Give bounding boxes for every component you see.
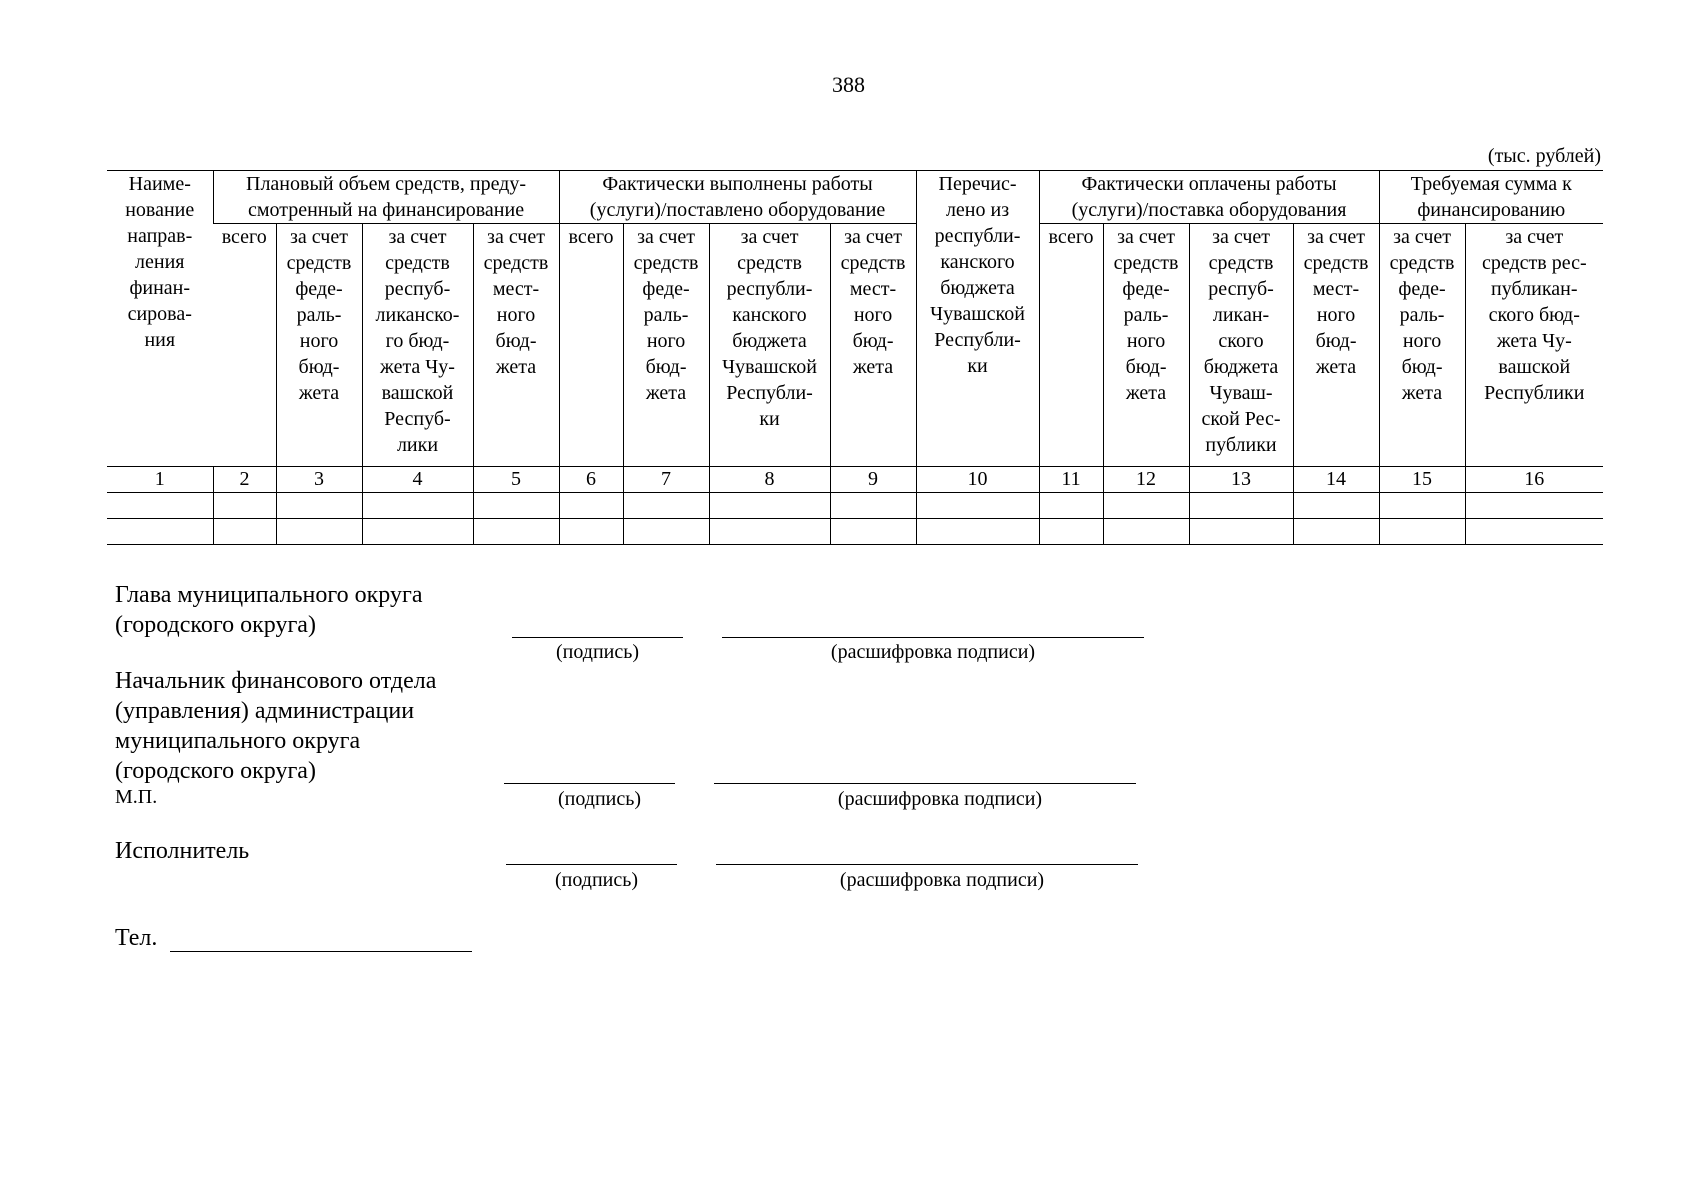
header-paid-republic: за счет средств респуб- ликан- ского бюджета Чуваш- ской Рес- публики	[1189, 224, 1293, 467]
signature-caption: (подпись)	[557, 788, 642, 810]
empty-cell[interactable]	[1103, 519, 1189, 545]
empty-cell[interactable]	[473, 519, 559, 545]
empty-cell[interactable]	[276, 519, 362, 545]
empty-cell[interactable]	[1189, 519, 1293, 545]
finance-signature-line[interactable]	[504, 783, 675, 784]
header-planned-volume: Плановый объем средств, преду- смотренный на финансирование	[213, 171, 559, 224]
header-planned-republic: за счет средств респуб- ликанско- го бюд- жета Чу- вашской Респуб- лики	[362, 224, 473, 467]
empty-cell[interactable]	[1293, 519, 1379, 545]
header-required-republic: за счет средств рес- публикан- ского бюд- жета Чу- вашской Республики	[1465, 224, 1603, 467]
column-number: 10	[916, 467, 1039, 493]
decode-caption: (расшифровка подписи)	[830, 641, 1036, 663]
header-performed-federal: за счет средств феде- раль- ного бюд- жета	[623, 224, 709, 467]
empty-cell[interactable]	[107, 519, 213, 545]
empty-cell[interactable]	[276, 493, 362, 519]
column-number: 15	[1379, 467, 1465, 493]
signature-caption: (подпись)	[554, 869, 639, 891]
header-direction-name: Наиме- нование направ- ления финан- сирова- ния	[107, 171, 213, 467]
signature-caption: (подпись)	[555, 641, 640, 663]
column-number: 9	[830, 467, 916, 493]
column-number: 2	[213, 467, 276, 493]
empty-cell[interactable]	[1293, 493, 1379, 519]
empty-cell[interactable]	[1189, 493, 1293, 519]
financing-table	[107, 170, 1603, 545]
column-number: 5	[473, 467, 559, 493]
finance-decode-line[interactable]	[714, 783, 1136, 784]
empty-cell[interactable]	[213, 519, 276, 545]
header-works-paid: Фактически оплачены работы (услуги)/поставка оборудования	[1039, 171, 1379, 224]
header-performed-republic: за счет средств республи- канского бюджета Чувашской Республи- ки	[709, 224, 830, 467]
empty-cell[interactable]	[1103, 493, 1189, 519]
empty-cell[interactable]	[916, 519, 1039, 545]
column-number: 4	[362, 467, 473, 493]
units-label: (тыс. рублей)	[1487, 145, 1601, 167]
decode-caption: (расшифровка подписи)	[839, 869, 1045, 891]
empty-cell[interactable]	[1465, 519, 1603, 545]
column-number: 12	[1103, 467, 1189, 493]
empty-cell[interactable]	[1379, 519, 1465, 545]
table-row	[107, 519, 1603, 545]
header-planned-local: за счет средств мест- ного бюд- жета	[473, 224, 559, 467]
empty-cell[interactable]	[213, 493, 276, 519]
seal-place-label: М.П.	[115, 786, 158, 808]
phone-label: Тел.	[115, 925, 158, 951]
header-required-amount: Требуемая сумма к финансированию	[1379, 171, 1603, 224]
column-number: 13	[1189, 467, 1293, 493]
head-of-district-label: Глава муниципального округа (городского округа)	[115, 582, 423, 638]
header-paid-total: всего	[1039, 224, 1103, 467]
executor-label: Исполнитель	[115, 838, 250, 864]
empty-cell[interactable]	[830, 519, 916, 545]
column-number: 8	[709, 467, 830, 493]
empty-cell[interactable]	[107, 493, 213, 519]
empty-cell[interactable]	[559, 493, 623, 519]
page-number: 388	[832, 72, 865, 97]
column-number: 16	[1465, 467, 1603, 493]
column-numbers-row	[107, 467, 1603, 493]
empty-cell[interactable]	[916, 493, 1039, 519]
column-number: 6	[559, 467, 623, 493]
empty-cell[interactable]	[362, 519, 473, 545]
empty-cell[interactable]	[362, 493, 473, 519]
header-performed-total: всего	[559, 224, 623, 467]
finance-head-label: Начальник финансового отдела (управления) администрации муниципального округа (городского округа)	[115, 668, 437, 784]
column-number: 11	[1039, 467, 1103, 493]
empty-cell[interactable]	[1465, 493, 1603, 519]
empty-cell[interactable]	[473, 493, 559, 519]
column-number: 1	[107, 467, 213, 493]
empty-cell[interactable]	[1039, 519, 1103, 545]
header-transferred-from-republic: Перечис- лено из республи- канского бюджета Чувашской Республи- ки	[916, 171, 1039, 467]
column-number: 7	[623, 467, 709, 493]
empty-cell[interactable]	[1379, 493, 1465, 519]
header-required-federal: за счет средств феде- раль- ного бюд- жета	[1379, 224, 1465, 467]
empty-cell[interactable]	[623, 519, 709, 545]
decode-caption: (расшифровка подписи)	[837, 788, 1043, 810]
empty-cell[interactable]	[709, 519, 830, 545]
head-decode-line[interactable]	[722, 637, 1144, 638]
empty-cell[interactable]	[623, 493, 709, 519]
executor-decode-line[interactable]	[716, 864, 1138, 865]
empty-cell[interactable]	[830, 493, 916, 519]
executor-signature-line[interactable]	[506, 864, 677, 865]
column-number: 14	[1293, 467, 1379, 493]
empty-cell[interactable]	[709, 493, 830, 519]
header-planned-total: всего	[221, 226, 267, 248]
phone-line[interactable]	[170, 951, 472, 952]
column-number: 3	[276, 467, 362, 493]
header-paid-local: за счет средств мест- ного бюд- жета	[1293, 224, 1379, 467]
header-performed-local: за счет средств мест- ного бюд- жета	[830, 224, 916, 467]
head-signature-line[interactable]	[512, 637, 683, 638]
header-planned-federal: за счет средств феде- раль- ного бюд- жета	[276, 224, 362, 467]
header-paid-federal: за счет средств феде- раль- ного бюд- жета	[1103, 224, 1189, 467]
empty-cell[interactable]	[1039, 493, 1103, 519]
table-row	[107, 493, 1603, 519]
header-works-performed: Фактически выполнены работы (услуги)/поставлено оборудование	[559, 171, 916, 224]
empty-cell[interactable]	[559, 519, 623, 545]
